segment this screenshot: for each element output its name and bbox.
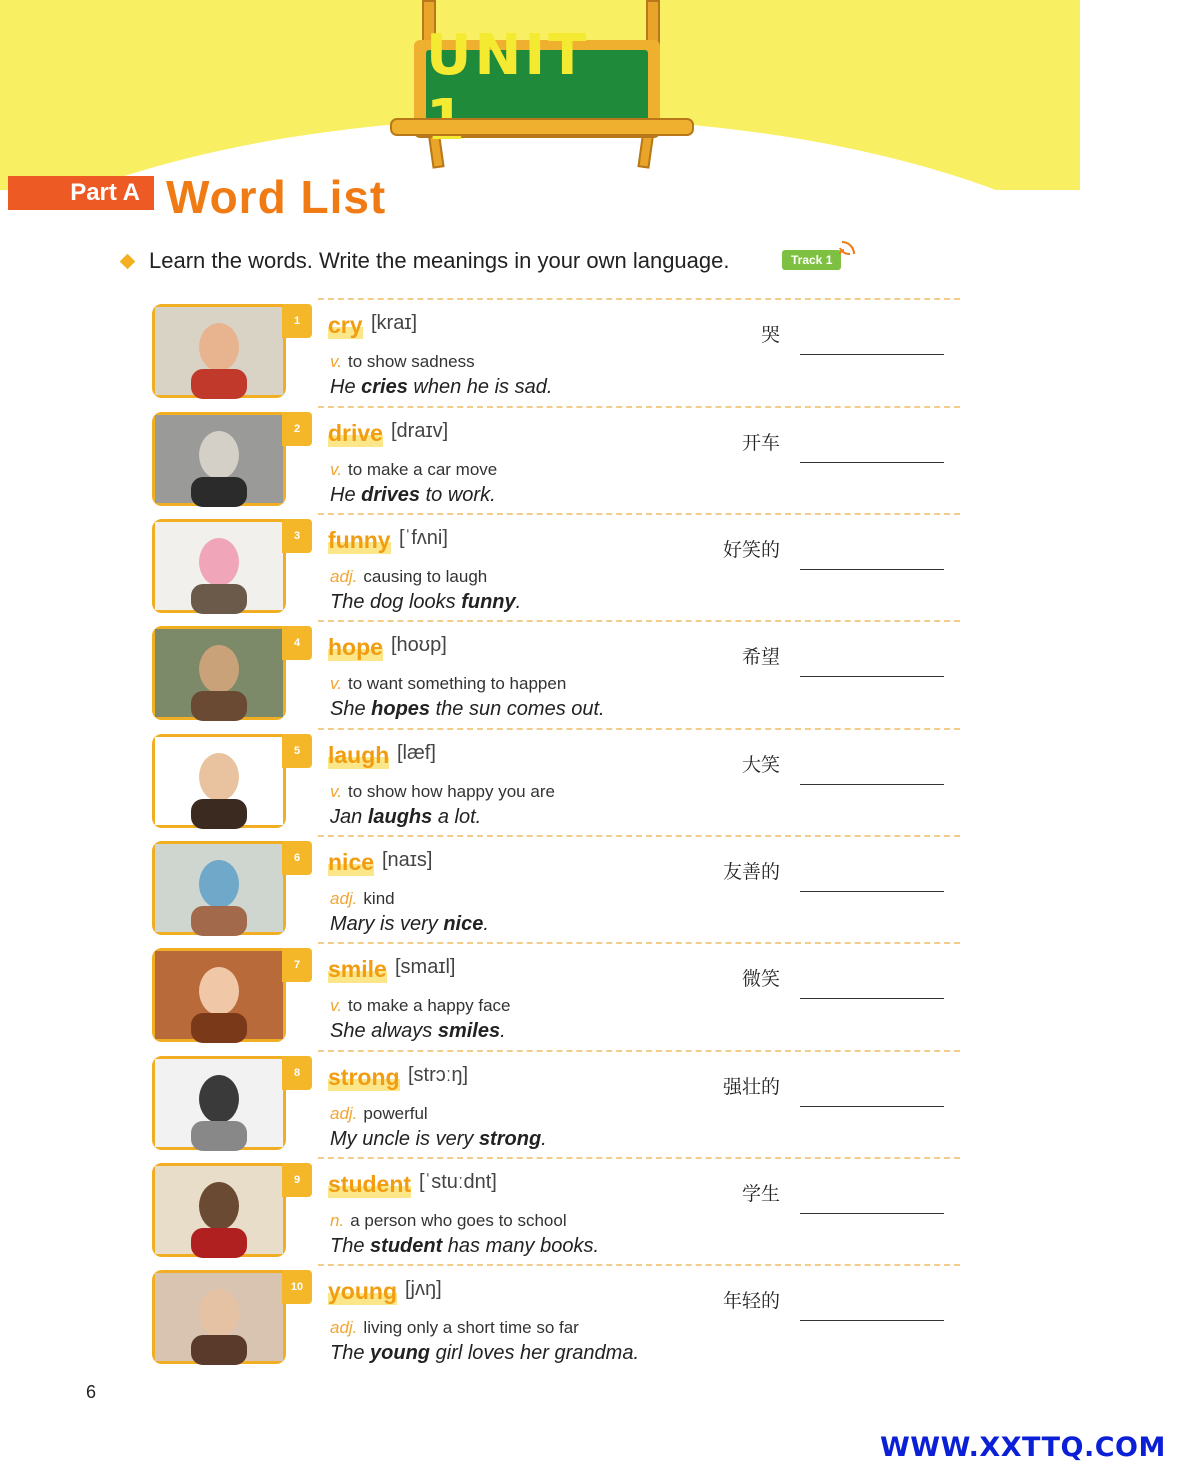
word-definition: [330, 782, 555, 802]
part-of-speech: adj.: [330, 1318, 358, 1337]
chinese-meaning: 哭: [760, 325, 780, 346]
word-term: strong: [328, 1064, 400, 1090]
word-number: 3: [282, 519, 312, 553]
chinese-meaning: 希望: [741, 647, 780, 668]
example-post: .: [483, 913, 489, 935]
track-badge[interactable]: Track 1: [782, 250, 841, 270]
example-post: the sun comes out.: [430, 698, 605, 720]
definition-text: kind: [363, 889, 395, 908]
example-sentence: [330, 376, 552, 399]
part-of-speech: adj.: [330, 889, 358, 908]
chinese-meaning: 好笑的: [722, 540, 780, 561]
definition-text: to make a car move: [347, 460, 498, 479]
answer-line[interactable]: [800, 676, 944, 677]
word-phonetic: [ˈfʌni]: [399, 527, 448, 549]
example-sentence: [330, 1020, 506, 1043]
photo-illustration: [155, 522, 283, 610]
word-row: [0, 740, 1080, 840]
example-keyword: student: [370, 1235, 443, 1257]
word-phonetic: [smaɪl]: [395, 956, 456, 978]
instruction-text: Learn the words. Write the meanings in your own language.: [149, 248, 730, 273]
answer-line[interactable]: [800, 891, 944, 892]
example-sentence: [330, 806, 481, 829]
word-definition: [330, 352, 475, 372]
part-of-speech: adj.: [330, 567, 358, 586]
word-phonetic: [ˈstuːdnt]: [419, 1171, 497, 1193]
example-keyword: smiles: [437, 1020, 501, 1042]
word-photo: [152, 1163, 286, 1257]
photo-illustration: [155, 1059, 283, 1147]
example-sentence: [330, 1128, 547, 1151]
example-sentence: [330, 484, 496, 507]
word-definition: [330, 1104, 428, 1124]
chinese-meaning: 微笑: [741, 969, 780, 990]
definition-text: to show how happy you are: [347, 782, 555, 801]
part-of-speech: v.: [330, 352, 342, 371]
photo-illustration: [155, 629, 283, 717]
word-phonetic: [jʌŋ]: [405, 1278, 442, 1300]
example-sentence: [330, 1235, 599, 1258]
page-number: 6: [86, 1382, 97, 1402]
instruction: [118, 248, 730, 274]
definition-text: to make a happy face: [347, 996, 511, 1015]
row-separator: [318, 406, 960, 408]
word-term: cry: [328, 312, 363, 338]
definition-text: to show sadness: [347, 352, 475, 371]
row-separator: [318, 942, 960, 944]
word-term: student: [328, 1171, 412, 1197]
audio-signal-icon: [838, 236, 858, 256]
part-of-speech: v.: [330, 996, 342, 1015]
word-number: 8: [282, 1056, 312, 1090]
example-post: .: [541, 1128, 547, 1150]
word-term: nice: [328, 849, 375, 875]
example-sentence: [330, 913, 489, 936]
word-photo: [152, 626, 286, 720]
part-label: Part A: [8, 176, 154, 210]
word-number: 5: [282, 734, 312, 768]
word-phonetic: [hoʊp]: [391, 634, 447, 656]
chinese-meaning: 友善的: [722, 862, 780, 883]
definition-text: to want something to happen: [347, 674, 567, 693]
example-keyword: laughs: [367, 806, 433, 828]
word-term: funny: [328, 527, 391, 553]
answer-line[interactable]: [800, 569, 944, 570]
word-phonetic: [læf]: [397, 742, 436, 764]
word-number: 9: [282, 1163, 312, 1197]
word-row: [0, 632, 1080, 732]
example-post: to work.: [420, 484, 496, 506]
example-keyword: cries: [361, 376, 408, 398]
definition-text: a person who goes to school: [350, 1211, 567, 1230]
word-row: [0, 847, 1080, 947]
unit-title: UNIT: [426, 50, 648, 126]
word-definition: [330, 567, 487, 587]
answer-line[interactable]: [800, 1213, 944, 1214]
photo-illustration: [155, 415, 283, 503]
word-number: 4: [282, 626, 312, 660]
word-number: 10: [282, 1270, 312, 1304]
example-keyword: hopes: [371, 698, 431, 720]
example-keyword: drives: [361, 484, 421, 506]
definition-text: causing to laugh: [363, 567, 488, 586]
photo-illustration: [155, 1166, 283, 1254]
answer-line[interactable]: [800, 354, 944, 355]
word-term: drive: [328, 420, 383, 446]
example-pre: Jan: [330, 806, 368, 828]
word-number: 7: [282, 948, 312, 982]
row-separator: [318, 835, 960, 837]
answer-line[interactable]: [800, 462, 944, 463]
word-row: [0, 954, 1080, 1054]
word-number: 2: [282, 412, 312, 446]
word-term: hope: [328, 634, 383, 660]
example-sentence: [330, 591, 521, 614]
example-pre: She: [330, 698, 372, 720]
chinese-meaning: 大笑: [741, 755, 780, 776]
photo-illustration: [155, 307, 283, 395]
word-term: young: [328, 1278, 397, 1304]
photo-illustration: [155, 737, 283, 825]
word-row: [0, 310, 1080, 410]
word-photo: [152, 734, 286, 828]
answer-line[interactable]: [800, 1320, 944, 1321]
chinese-meaning: 开车: [741, 433, 780, 454]
answer-line[interactable]: [800, 998, 944, 999]
example-sentence: [330, 1342, 639, 1365]
row-separator: [318, 513, 960, 515]
row-separator: [318, 1050, 960, 1052]
part-of-speech: adj.: [330, 1104, 358, 1123]
example-post: when he is sad.: [407, 376, 553, 398]
example-pre: The dog looks: [330, 591, 462, 613]
part-of-speech: v.: [330, 782, 342, 801]
answer-line[interactable]: [800, 784, 944, 785]
word-term: smile: [328, 956, 387, 982]
word-definition: [330, 460, 497, 480]
definition-text: living only a short time so far: [363, 1318, 579, 1337]
word-row: [0, 1062, 1080, 1162]
example-post: a lot.: [432, 806, 482, 828]
row-separator: [318, 728, 960, 730]
example-keyword: young: [370, 1342, 431, 1364]
photo-illustration: [155, 844, 283, 932]
row-separator: [318, 1264, 960, 1266]
word-row: [0, 1169, 1080, 1269]
word-definition: [330, 674, 566, 694]
example-post: has many books.: [442, 1235, 599, 1257]
word-photo: [152, 1056, 286, 1150]
photo-illustration: [155, 1273, 283, 1361]
word-photo: [152, 519, 286, 613]
part-of-speech: v.: [330, 460, 342, 479]
example-pre: She always: [330, 1020, 438, 1042]
example-pre: The: [330, 1235, 371, 1257]
example-pre: The: [330, 1342, 371, 1364]
word-definition: [330, 996, 511, 1016]
example-keyword: funny: [461, 591, 516, 613]
word-photo: [152, 304, 286, 398]
word-phonetic: [naɪs]: [382, 849, 433, 871]
word-row: [0, 418, 1080, 518]
word-term: laugh: [328, 742, 390, 768]
example-sentence: [330, 698, 605, 721]
row-separator: [318, 620, 960, 622]
example-post: girl loves her grandma.: [430, 1342, 640, 1364]
word-number: 1: [282, 304, 312, 338]
answer-line[interactable]: [800, 1106, 944, 1107]
word-number: 6: [282, 841, 312, 875]
word-phonetic: [draɪv]: [391, 420, 449, 442]
part-of-speech: n.: [330, 1211, 345, 1230]
example-pre: He: [330, 484, 362, 506]
word-row: [0, 525, 1080, 625]
word-definition: [330, 1318, 579, 1338]
example-post: .: [515, 591, 522, 613]
example-post: .: [500, 1020, 506, 1042]
word-photo: [152, 841, 286, 935]
word-definition: [330, 1211, 567, 1231]
example-pre: Mary is very: [330, 913, 444, 935]
example-pre: He: [330, 376, 362, 398]
definition-text: powerful: [363, 1104, 428, 1123]
bullet-diamond-icon: [120, 253, 136, 269]
part-of-speech: v.: [330, 674, 342, 693]
example-pre: My uncle is very: [330, 1128, 479, 1150]
word-phonetic: [kraɪ]: [371, 312, 418, 334]
word-row: [0, 1276, 1080, 1376]
sign-rail: [390, 118, 694, 136]
word-photo: [152, 948, 286, 1042]
word-photo: [152, 412, 286, 506]
row-separator: [318, 1157, 960, 1159]
example-keyword: strong: [478, 1128, 542, 1150]
chinese-meaning: 强壮的: [722, 1077, 780, 1098]
part-title: Word List: [166, 171, 387, 223]
chinese-meaning: 学生: [741, 1184, 780, 1205]
photo-illustration: [155, 951, 283, 1039]
row-separator: [318, 298, 960, 300]
word-definition: [330, 889, 395, 909]
watermark: WWW.XXTTQ.COM: [880, 1432, 1166, 1463]
word-phonetic: [strɔːŋ]: [408, 1064, 469, 1086]
chinese-meaning: 年轻的: [722, 1291, 780, 1312]
word-photo: [152, 1270, 286, 1364]
example-keyword: nice: [443, 913, 484, 935]
